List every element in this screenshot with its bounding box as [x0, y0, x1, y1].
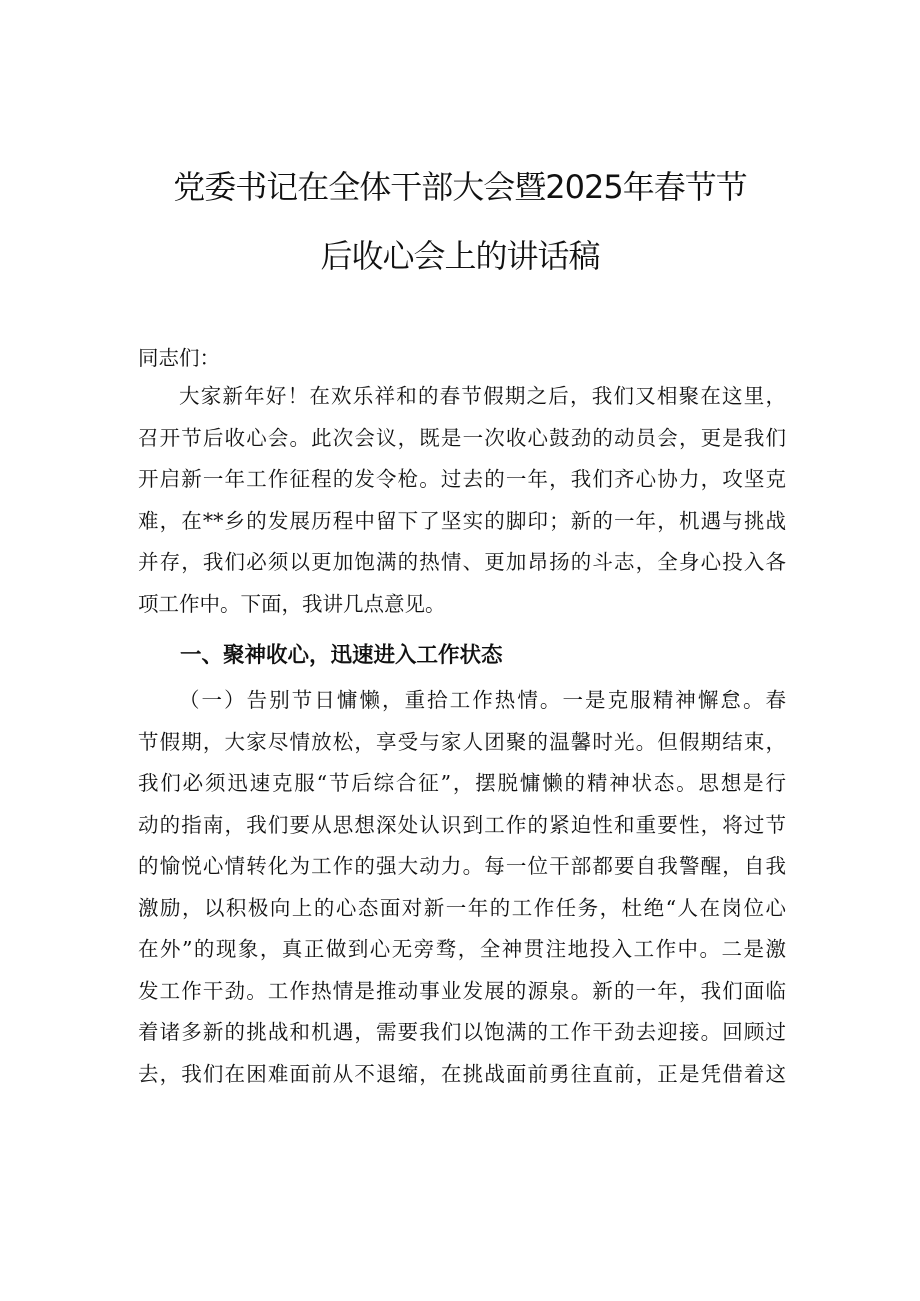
paragraph-intro: [138, 376, 786, 625]
document-title-line-1: 党委书记在全体干部大会暨2025年春节节: [173, 168, 747, 206]
salutation: 同志们：: [138, 346, 220, 370]
paragraph-line: 发工作干劲。工作热情是推动事业发展的源泉。新的一年，我们面临: [138, 978, 786, 1003]
document-title-line-2: 后收心会上的讲话稿: [320, 237, 600, 275]
paragraph-line: 节假期，大家尽情放松，享受与家人团聚的温馨时光。但假期结束，: [138, 729, 786, 754]
section-heading: 一、聚神收心，迅速进入工作状态: [180, 643, 503, 668]
paragraph-line: 激励，以积极向上的心态面对新一年的工作任务，杜绝“人在岗位心: [138, 895, 786, 920]
paragraph-section1: [138, 680, 786, 1095]
paragraph-line: 在外”的现象，真正做到心无旁骛，全神贯注地投入工作中。二是激: [138, 937, 786, 961]
paragraph-line: 动的指南，我们要从思想深处认识到工作的紧迫性和重要性，将过节: [138, 812, 786, 837]
paragraph-line: 并存，我们必须以更加饱满的热情、更加昂扬的斗志，全身心投入各: [138, 550, 786, 574]
paragraph-line: 的愉悦心情转化为工作的强大动力。每一位干部都要自我警醒，自我: [138, 854, 786, 878]
paragraph-line: 项工作中。下面，我讲几点意见。: [138, 591, 446, 616]
paragraph-line: 去，我们在困难面前从不退缩，在挑战面前勇往直前，正是凭借着这: [138, 1061, 786, 1086]
paragraph-line: 我们必须迅速克服“节后综合征”，摆脱慵懒的精神状态。思想是行: [138, 771, 786, 795]
paragraph-line: 开启新一年工作征程的发令枪。过去的一年，我们齐心协力，攻坚克: [138, 467, 786, 491]
paragraph-line: 着诸多新的挑战和机遇，需要我们以饱满的工作干劲去迎接。回顾过: [138, 1020, 786, 1044]
paragraph-line: 大家新年好！在欢乐祥和的春节假期之后，我们又相聚在这里，: [179, 384, 786, 408]
paragraph-line: （一）告别节日慵懒，重拾工作热情。一是克服精神懈怠。春: [179, 688, 786, 712]
paragraph-line: 召开节后收心会。此次会议，既是一次收心鼓劲的动员会，更是我们: [138, 425, 786, 450]
paragraph-line: 难，在**乡的发展历程中留下了坚实的脚印；新的一年，机遇与挑战: [138, 508, 786, 533]
